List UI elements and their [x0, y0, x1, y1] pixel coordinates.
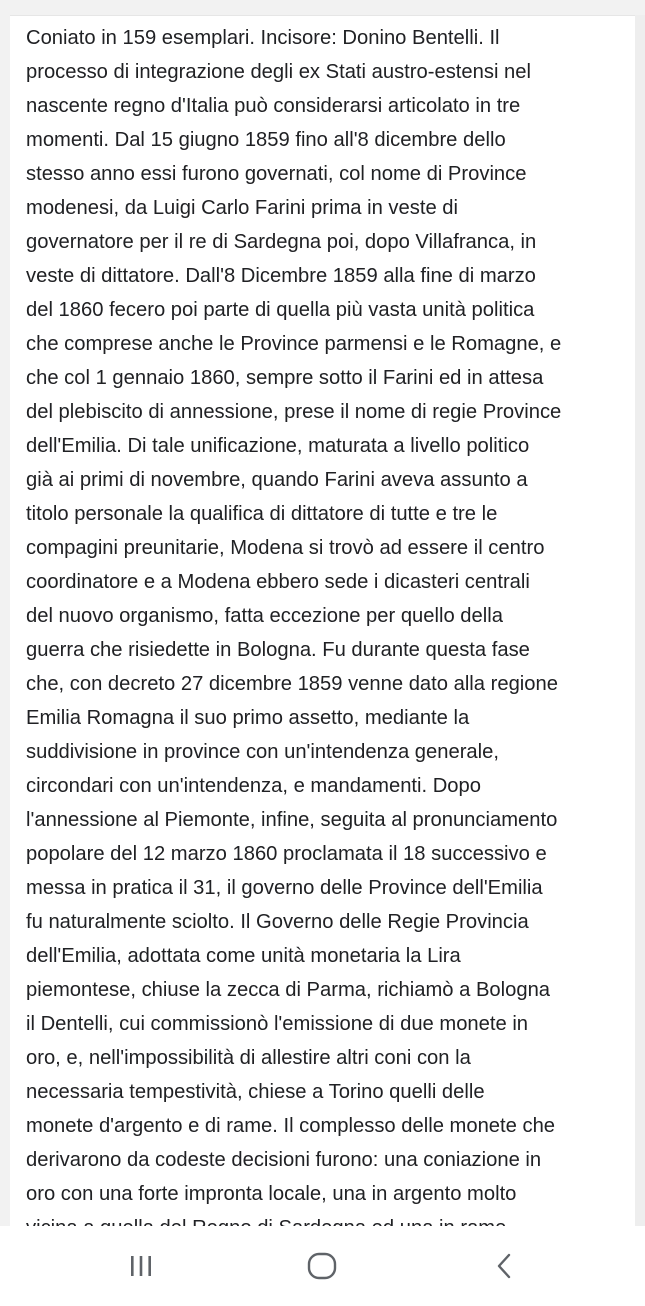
article-line: piemontese, chiuse la zecca di Parma, richiamò a Bologna	[26, 979, 551, 1001]
article-line: compagini preunitarie, Modena si trovò ad essere il centro	[26, 537, 545, 559]
article-line: che comprese anche le Province parmensi e le Romagne, e	[26, 333, 562, 355]
article-line: del plebiscito di annessione, prese il nome di regie Province	[26, 401, 562, 423]
back-icon	[493, 1252, 517, 1280]
article-line: del nuovo organismo, fatta eccezione per quello della	[26, 605, 503, 627]
article-line: che, con decreto 27 dicembre 1859 venne dato alla regione	[26, 673, 558, 695]
article-body	[26, 21, 622, 1245]
home-button[interactable]	[292, 1246, 352, 1286]
article-line: momenti. Dal 15 giugno 1859 fino all'8 dicembre dello	[26, 129, 506, 151]
article-line: necessaria tempestività, chiese a Torino quelli delle	[26, 1081, 485, 1103]
article-line: Coniato in 159 esemplari. Incisore: Donino Bentelli. Il	[26, 27, 500, 49]
scrollbar-track[interactable]	[635, 15, 645, 1226]
system-navigation-bar	[0, 1226, 645, 1306]
article-line: messa in pratica il 31, il governo delle Province dell'Emilia	[26, 877, 543, 899]
article-line: dell'Emilia, adottata come unità monetaria la Lira	[26, 945, 461, 967]
article-line: circondari con un'intendenza, e mandamenti. Dopo	[26, 775, 481, 797]
article-line: oro, e, nell'impossibilità di allestire altri coni con la	[26, 1047, 471, 1069]
article-line: titolo personale la qualifica di dittatore di tutte e tre le	[26, 503, 498, 525]
recent-apps-icon	[128, 1254, 154, 1278]
article-line: dell'Emilia. Di tale unificazione, maturata a livello politico	[26, 435, 530, 457]
home-icon	[306, 1252, 338, 1280]
article-line: suddivisione in province con un'intendenza generale,	[26, 741, 499, 763]
recents-button[interactable]	[111, 1246, 171, 1286]
article-line: nascente regno d'Italia può considerarsi articolato in tre	[26, 95, 521, 117]
article-line: che col 1 gennaio 1860, sempre sotto il Farini ed in attesa	[26, 367, 544, 389]
back-button[interactable]	[475, 1246, 535, 1286]
article-line: il Dentelli, cui commissionò l'emissione di due monete in	[26, 1013, 529, 1035]
article-line: oro con una forte impronta locale, una in argento molto	[26, 1183, 517, 1205]
article-line: fu naturalmente sciolto. Il Governo delle Regie Provincia	[26, 911, 529, 933]
article-line: veste di dittatore. Dall'8 Dicembre 1859 alla fine di marzo	[26, 265, 536, 287]
article-line: monete d'argento e di rame. Il complesso delle monete che	[26, 1115, 556, 1137]
article-line: già ai primi di novembre, quando Farini aveva assunto a	[26, 469, 528, 491]
article-line: del 1860 fecero poi parte di quella più vasta unità politica	[26, 299, 535, 321]
article-line: processo di integrazione degli ex Stati austro-estensi nel	[26, 61, 531, 83]
article-line: l'annessione al Piemonte, infine, seguita al pronunciamento	[26, 809, 558, 831]
article-line: stesso anno essi furono governati, col nome di Province	[26, 163, 527, 185]
article-line: governatore per il re di Sardegna poi, dopo Villafranca, in	[26, 231, 537, 253]
article-line: modenesi, da Luigi Carlo Farini prima in veste di	[26, 197, 458, 219]
article-line: guerra che risiedette in Bologna. Fu durante questa fase	[26, 639, 530, 661]
article-line: popolare del 12 marzo 1860 proclamata il 18 successivo e	[26, 843, 547, 865]
article-line: Emilia Romagna il suo primo assetto, mediante la	[26, 707, 470, 729]
article-line: coordinatore e a Modena ebbero sede i dicasteri centrali	[26, 571, 530, 593]
article-line: derivarono da codeste decisioni furono: una coniazione in	[26, 1149, 542, 1171]
